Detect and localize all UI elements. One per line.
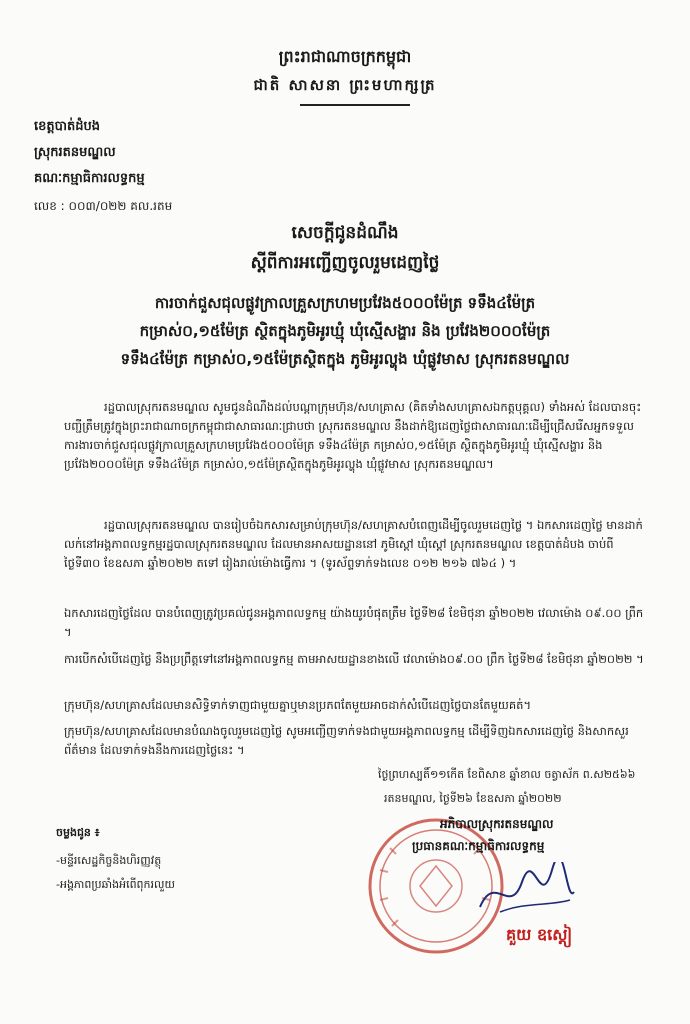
sender-province: ខេត្តបាត់ដំបង [34, 119, 101, 134]
sender-district: ស្រុករតនមណ្ឌល [34, 145, 116, 160]
notice-title: សេចក្តីជូនដំណឹង [291, 223, 399, 243]
signatory-title-2: ប្រធានគណៈកម្មាធិការលទ្ធកម្ម [412, 839, 545, 853]
handwritten-signature [470, 862, 580, 922]
subject-line-2: កម្រាស់០,១៥ម៉ែត្រ ស្ថិតក្នុងភូមិអូរឃ្មុំ ឃុំស្មើសង្ហារ និង ប្រវែង២០០០ម៉ែត្រ [139, 322, 551, 340]
solar-date: រតនមណ្ឌល, ថ្ងៃទី២៦ ខែឧសភា ឆ្នាំ២០២២ [384, 792, 562, 805]
reference-number: លេខ : ០០៣/០២២ គល.រតម [34, 199, 173, 213]
cc-recipient-2: -អង្គភាពប្រឆាំងអំពើពុករលួយ [56, 878, 175, 891]
body-paragraph-4: ការបើកសំបើដេញថ្លៃ នឹងប្រព្រឹត្តទៅនៅអង្គភាពលទ្ធកម្ម តាមអាសយដ្ឋានខាងលើ វេលាម៉ោង០៩.០០ ព្រឹក ថ្ងៃទី២៨ ខែមិថុនា ឆ្នាំ២០២២ ។ [64, 652, 644, 666]
sender-committee: គណៈកម្មាធិការលទ្ធកម្ម [34, 171, 145, 186]
body-paragraph-6: ក្រុមហ៊ុន/សហគ្រាសដែលមានបំណងចូលរួមដេញថ្លៃ សូមអញ្ជើញទាក់ទងជាមួយអង្គភាពលទ្ធកម្ម ដើម្បីទិញឯកសារដេញថ្លៃ និងសាកសួរព័ត៌មាន ដែលទាក់ទងនឹងការដេញថ្លៃនេះ ។ [64, 724, 629, 757]
national-motto: ជាតិ សាសនា ព្រះមហាក្សត្រ [253, 76, 437, 94]
kingdom-heading: ព្រះរាជាណាចក្រកម្ពុជា [278, 47, 412, 66]
subject-line-1: ការចាក់ជួសជុលផ្លូវក្រាលគ្រួសក្រហមប្រវែង៥០០០ម៉ែត្រ ទទឹង៤ម៉ែត្រ [154, 294, 536, 312]
body-paragraph-5: ក្រុមហ៊ុន/សហគ្រាសដែលមានសិទ្ធិទាក់ទាញជាមួយគ្នាឬមានប្រភពតែមួយអាចដាក់សំបើដេញថ្លៃបានតែមួយគត់។ [64, 698, 532, 712]
signatory-title-1: អភិបាលស្រុករតនមណ្ឌល [440, 817, 554, 831]
notice-subtitle: ស្តីពីការអញ្ជើញចូលរួមដេញថ្លៃ [250, 253, 440, 273]
cc-recipient-1: -មន្ទីរសេដ្ឋកិច្ចនិងហិរញ្ញវត្ថុ [56, 854, 162, 867]
cc-heading: ចម្លងជូន ៖ [56, 826, 100, 839]
body-paragraph-3: ឯកសារដេញថ្លៃដែល បានបំពេញត្រូវប្រគល់ជូនអង្គភាពលទ្ធកម្ម យ៉ាងយូរបំផុតត្រឹម ថ្ងៃទី២៨ ខែមិថុនា ឆ្នាំ២០២២ វេលាម៉ោង ០៩.០០ ព្រឹក ។ [64, 606, 644, 639]
body-paragraph-2: រដ្ឋបាលស្រុករតនមណ្ឌល បានរៀបចំឯកសារសម្រាប់ក្រុមហ៊ុន/សហគ្រាសបំពេញដើម្បីចូលរួមដេញថ្លៃ ។ ឯកសារដេញថ្លៃ មានដាក់លក់នៅអង្គភាពលទ្ធកម្មរដ្ឋបាលស្រុករតនមណ្ឌល ដែលមានអាសយដ្ឋាននៅ ភូមិស្តៅ ឃុំស្តៅ ស្រុករតនមណ្ឌល ខេត្តបាត់ដំបង ចាប់ពីថ្ងៃទី៣០ ខែឧសភា ឆ្នាំ២០២២ តទៅ រៀងរាល់ម៉ោងធ្វើការ ។ (ទូរស័ព្ទទាក់ទងលេខ ០១២ ២១៦ ៧៦៤ ) ។ [64, 518, 643, 570]
body-paragraph-1: រដ្ឋបាលស្រុករតនមណ្ឌល សូមជូនដំណឹងដល់បណ្តាក្រុមហ៊ុន/សហគ្រាស (គិតទាំងសហគ្រាសឯកត្តបុគ្គល) ទាំងអស់ ដែលបានចុះបញ្ជីត្រឹមត្រូវក្នុងព្រះរាជាណាចក្រកម្ពុជាជាសាធារណៈជ្រាបថា ស្រុករតនមណ្ឌល នឹងដាក់ឱ្យដេញថ្លៃជាសាធារណៈដើម្បីជ្រើសរើសអ្នកទទួលការងារចាក់ជួសជុលផ្លូវក្រាលគ្រួសក្រហមប្រវែង៥០០០ម៉ែត្រ ទទឹង៤ម៉ែត្រ កម្រាស់០,១៥ម៉ែត្រ ស្ថិតក្នុងភូមិអូរឃ្មុំ ឃុំស្មើសង្ហារ និង ប្រវែង២០០០ម៉ែត្រ ទទឹង៤ម៉ែត្រ កម្រាស់០,១៥ម៉ែត្រស្ថិតក្នុងភូមិអូរល្ហុង ឃុំផ្លូវមាស ស្រុករតនមណ្ឌល។ [64, 400, 642, 471]
lunar-date: ថ្ងៃព្រហស្បតិ៍១១កើត ខែពិសាខ ឆ្នាំខាល ចត្វាស័ក ព.ស២៥៦៦ [378, 768, 636, 781]
motto-divider [300, 104, 410, 106]
signatory-name: គួយ ឧស្តៀ [506, 925, 573, 944]
subject-line-3: ទទឹង៤ម៉ែត្រ កម្រាស់០,១៥ម៉ែត្រស្ថិតក្នុង ភូមិអូរល្ហុង ឃុំផ្លូវមាស ស្រុករតនមណ្ឌល [120, 350, 570, 368]
